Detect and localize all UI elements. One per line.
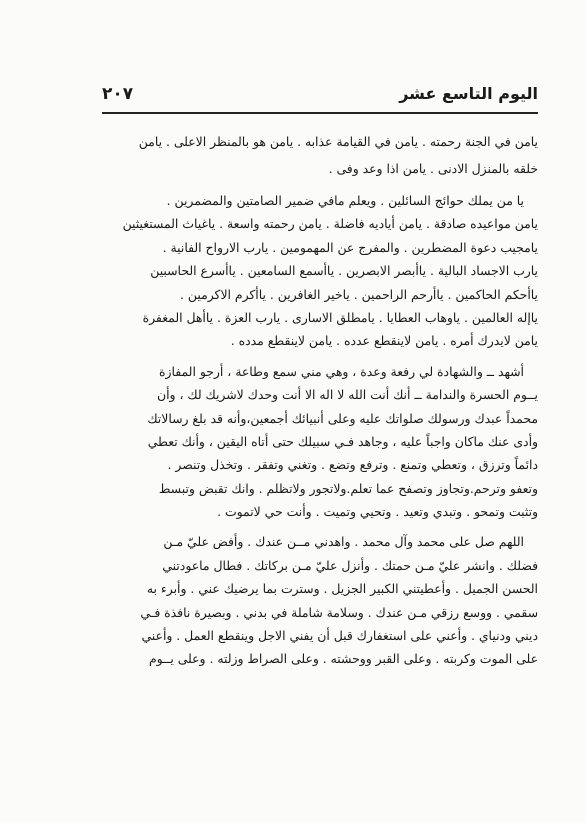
text-line: دائماً وترزق ، وتعطي وتمنع . وترفع وتضع . وتغني وتفقر . وتخذل وتنصر . — [167, 457, 538, 473]
text-line: وتثبت وتمحو . وتبدي وتعيد . وتحيي وتميت . وأنت حي لاتموت . — [217, 504, 538, 520]
text-line: يارب الاجساد البالية . ياأبصر الابصرين . ياأسمع السامعين . ياأسرع الحاسبين — [150, 263, 538, 279]
text-line: يا من يملك حوائج السائلين . ويعلم مافي ضمير الصامتين والمضمرين . — [166, 193, 524, 208]
text-line: يامن مواعيده صادقة . يامن أياديه فاضلة . يامن رحمته واسعة . ياغياث المستغيثين — [122, 216, 538, 232]
text-line: يــوم الحسرة والندامة ــ أنك أنت الله لا اله الا أنت وحدك لاشريك لك ، وأن — [156, 387, 538, 403]
text-line: على الموت وكربته . وعلى القبر ووحشته . وعلى الصراط وزلته . وعلى يــوم — [149, 651, 538, 667]
paragraph — [100, 128, 538, 182]
text-line: أشهد ــ والشهادة لي رفعة وعدة ، وهي مني سمع وطاعة ، أرجو المفازة — [159, 363, 524, 379]
page-number: ٢٠٧ — [102, 84, 134, 104]
text-line: محمداً عبدك ورسولك صلواتك عليه وعلى أنبيائك أجمعين،وأنه قد بلغ رسالاتك — [147, 410, 538, 426]
page-header — [102, 78, 538, 114]
text-line: الحسن الجميل . وأعطيتني الكبير الجزيل . وسترت بما يرضيك عني . وأبرء به — [146, 581, 538, 597]
paragraph — [100, 189, 538, 353]
text-line: ياأحكم الحاكمين . ياأرحم الراحمين . ياخير الغافرين . ياأكرم الاكرمين . — [180, 286, 538, 302]
chapter-title: اليوم التاسع عشر — [399, 84, 538, 103]
text-line: ياإله العالمين . ياوهاب العطايا . يامطلق الاسارى . يارب العزة . ياأهل المغفرة — [142, 309, 538, 325]
text-line: اللهم صل على محمد وآل محمد . واهدني مــن عندك . وأفض عليّ مـن — [163, 534, 524, 550]
text-line: ديني ودنياي . وأعني على استغفارك قبل أن يفني الاجل وينقطع العمل . وأعني — [141, 628, 538, 644]
paragraph — [100, 530, 538, 670]
text-line: يامن في الجنة رحمته . يامن في القيامة عذابه . يامن هو بالمنظر الاعلى . يامن — [138, 134, 538, 149]
text-line: خلقه بالمنزل الادنى . يامن اذا وعد وفى . — [328, 161, 538, 176]
text-line: وأدى عنك ماكان واجباً عليه ، وجاهد فـي سبيلك حتى أتاه اليقين ، وأنك تعطي — [147, 433, 538, 449]
text-line: فضلك . وانشر عليّ مـن حمتك . وأنزل عليّ مـن بركاتك . فطال ماعودتني — [162, 557, 538, 573]
text-line: يامجيب دعوة المضطرين . والمفرج عن المهمومين . يارب الارواح الفانية . — [162, 239, 538, 255]
text-line: وتعفو وترحم.وتجاوز وتصفح عما تعلم.ولاتجور ولاتظلم . وانك تقبض وتبسط — [158, 480, 538, 496]
paragraph — [100, 360, 538, 524]
text-line: يامن لايدرك أمره . يامن لاينقطع عدده . يامن لاينقطع مدده . — [230, 333, 538, 349]
text-line: سقمي . ووسع رزقي مـن عندك . وسلامة شاملة في بدني . وبصيرة نافذة فـي — [140, 604, 538, 620]
page-body — [100, 128, 538, 678]
